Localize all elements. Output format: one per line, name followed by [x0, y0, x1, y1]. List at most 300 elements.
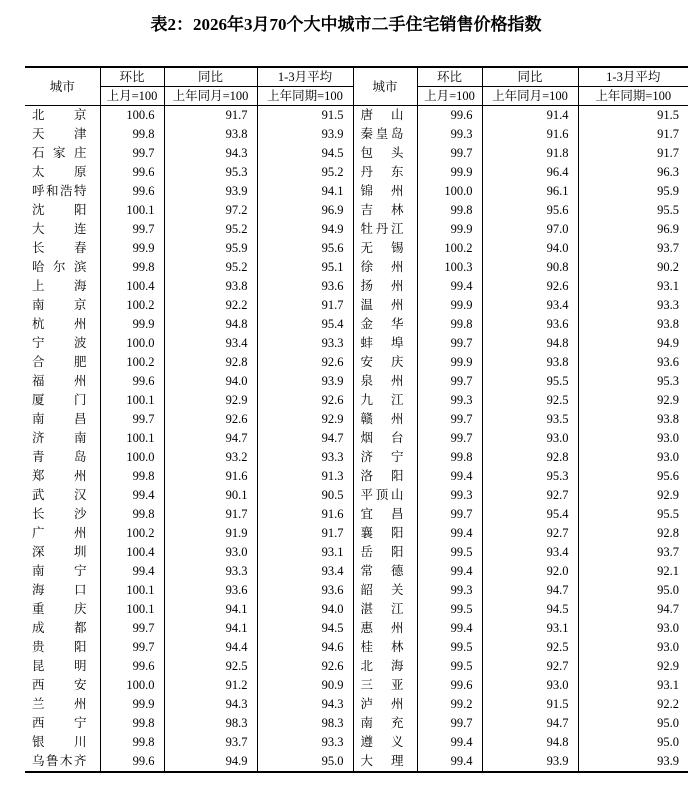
price-index-table: [25, 66, 688, 773]
value-cell: 99.3: [417, 581, 482, 600]
header-yoy-left: 同比: [164, 67, 257, 87]
value-cell: 99.8: [100, 505, 164, 524]
city-cell: 北海: [353, 657, 417, 676]
city-cell: 三亚: [353, 676, 417, 695]
value-cell: 100.4: [100, 277, 164, 296]
city-cell: 宁波: [32, 336, 87, 350]
city-cell: 长春: [32, 241, 87, 255]
value-cell: 99.6: [417, 106, 482, 126]
table-row: [25, 505, 688, 524]
table-row: [25, 220, 688, 239]
value-cell: 100.2: [100, 296, 164, 315]
value-cell: 99.3: [417, 125, 482, 144]
header-avg-base-left: 上年同期=100: [257, 87, 353, 106]
table-row: [25, 638, 688, 657]
city-cell: 银川: [32, 735, 87, 749]
value-cell: 93.9: [482, 752, 578, 772]
city-cell: 徐州: [353, 258, 417, 277]
city-cell: 上海: [32, 279, 87, 293]
value-cell: 92.9: [578, 391, 688, 410]
table-row: [25, 144, 688, 163]
value-cell: 93.8: [578, 315, 688, 334]
value-cell: 90.1: [164, 486, 257, 505]
value-cell: 92.6: [257, 353, 353, 372]
table-row: [25, 315, 688, 334]
city-cell: 安庆: [353, 353, 417, 372]
value-cell: 94.7: [482, 714, 578, 733]
value-cell: 100.0: [417, 182, 482, 201]
header-mom-left: 环比: [100, 67, 164, 87]
header-yoy-right: 同比: [482, 67, 578, 87]
value-cell: 99.6: [100, 752, 164, 772]
value-cell: 91.4: [482, 106, 578, 126]
value-cell: 99.8: [417, 201, 482, 220]
value-cell: 91.3: [257, 467, 353, 486]
value-cell: 99.6: [100, 163, 164, 182]
table-row: [25, 448, 688, 467]
value-cell: 93.7: [578, 543, 688, 562]
value-cell: 93.6: [164, 581, 257, 600]
value-cell: 91.7: [164, 505, 257, 524]
value-cell: 94.7: [257, 429, 353, 448]
table-row: [25, 258, 688, 277]
city-cell: 郑州: [32, 469, 87, 483]
value-cell: 99.5: [417, 657, 482, 676]
value-cell: 94.1: [164, 619, 257, 638]
header-row-1: [25, 67, 688, 87]
value-cell: 94.5: [257, 144, 353, 163]
city-cell: 秦皇岛: [353, 125, 417, 144]
value-cell: 95.6: [482, 201, 578, 220]
table-row: [25, 106, 688, 126]
table-row: [25, 125, 688, 144]
city-cell: 南宁: [32, 564, 87, 578]
value-cell: 98.3: [164, 714, 257, 733]
value-cell: 95.2: [164, 258, 257, 277]
value-cell: 99.5: [417, 638, 482, 657]
value-cell: 99.7: [417, 714, 482, 733]
value-cell: 99.5: [417, 600, 482, 619]
table-row: [25, 486, 688, 505]
value-cell: 95.3: [578, 372, 688, 391]
table-row: [25, 467, 688, 486]
value-cell: 91.5: [482, 695, 578, 714]
city-cell: 宜昌: [353, 505, 417, 524]
value-cell: 94.9: [164, 752, 257, 772]
value-cell: 94.8: [482, 733, 578, 752]
value-cell: 93.0: [578, 448, 688, 467]
value-cell: 92.9: [578, 486, 688, 505]
city-cell: 长沙: [32, 507, 87, 521]
value-cell: 99.7: [417, 410, 482, 429]
value-cell: 94.3: [257, 695, 353, 714]
city-cell: 成都: [32, 621, 87, 635]
table-row: [25, 524, 688, 543]
value-cell: 99.7: [417, 334, 482, 353]
value-cell: 99.6: [100, 182, 164, 201]
city-cell: 天津: [32, 127, 87, 141]
value-cell: 92.6: [482, 277, 578, 296]
value-cell: 93.6: [578, 353, 688, 372]
value-cell: 95.0: [578, 733, 688, 752]
city-cell: 青岛: [32, 450, 87, 464]
value-cell: 93.6: [482, 315, 578, 334]
value-cell: 99.8: [100, 733, 164, 752]
value-cell: 94.5: [482, 600, 578, 619]
city-cell: 无锡: [353, 239, 417, 258]
city-cell: 南京: [32, 298, 87, 312]
city-cell: 泸州: [353, 695, 417, 714]
header-yoy-base-right: 上年同月=100: [482, 87, 578, 106]
value-cell: 93.6: [257, 277, 353, 296]
city-cell: 九江: [353, 391, 417, 410]
value-cell: 92.9: [257, 410, 353, 429]
header-city-right: 城市: [353, 67, 417, 106]
city-cell: 广州: [32, 526, 87, 540]
value-cell: 94.1: [164, 600, 257, 619]
city-cell: 北京: [32, 108, 87, 122]
value-cell: 97.2: [164, 201, 257, 220]
value-cell: 94.0: [482, 239, 578, 258]
city-cell: 泉州: [353, 372, 417, 391]
value-cell: 95.6: [578, 467, 688, 486]
value-cell: 92.6: [257, 391, 353, 410]
value-cell: 92.7: [482, 657, 578, 676]
city-cell: 合肥: [32, 355, 87, 369]
value-cell: 100.2: [100, 524, 164, 543]
value-cell: 93.8: [164, 277, 257, 296]
table-row: [25, 429, 688, 448]
value-cell: 99.3: [417, 486, 482, 505]
value-cell: 97.0: [482, 220, 578, 239]
value-cell: 93.0: [164, 543, 257, 562]
header-avg-left: 1-3月平均: [257, 67, 353, 87]
value-cell: 91.8: [482, 144, 578, 163]
value-cell: 93.2: [164, 448, 257, 467]
value-cell: 91.7: [257, 296, 353, 315]
value-cell: 93.9: [578, 752, 688, 772]
city-cell: 遵义: [353, 733, 417, 752]
value-cell: 100.6: [100, 106, 164, 126]
value-cell: 93.0: [578, 619, 688, 638]
value-cell: 99.9: [417, 220, 482, 239]
value-cell: 95.5: [578, 201, 688, 220]
city-cell: 乌鲁木齐: [32, 754, 87, 768]
table-row: [25, 733, 688, 752]
city-cell: 杭州: [32, 317, 87, 331]
city-cell: 韶关: [353, 581, 417, 600]
table-row: [25, 714, 688, 733]
table-row: [25, 410, 688, 429]
header-mom-base-right: 上月=100: [417, 87, 482, 106]
value-cell: 95.4: [257, 315, 353, 334]
city-cell: 牡丹江: [353, 220, 417, 239]
value-cell: 99.7: [417, 505, 482, 524]
value-cell: 93.5: [482, 410, 578, 429]
value-cell: 99.7: [417, 372, 482, 391]
value-cell: 99.8: [100, 258, 164, 277]
table-header: [25, 67, 688, 106]
city-cell: 兰州: [32, 697, 87, 711]
value-cell: 93.3: [257, 448, 353, 467]
value-cell: 90.5: [257, 486, 353, 505]
table-row: [25, 619, 688, 638]
city-cell: 海口: [32, 583, 87, 597]
value-cell: 100.1: [100, 600, 164, 619]
value-cell: 100.4: [100, 543, 164, 562]
value-cell: 92.2: [164, 296, 257, 315]
value-cell: 99.9: [100, 239, 164, 258]
value-cell: 92.6: [164, 410, 257, 429]
value-cell: 99.4: [417, 524, 482, 543]
city-cell: 赣州: [353, 410, 417, 429]
table-body: [25, 106, 688, 773]
value-cell: 92.2: [578, 695, 688, 714]
table-row: [25, 600, 688, 619]
value-cell: 98.3: [257, 714, 353, 733]
city-cell: 桂林: [353, 638, 417, 657]
value-cell: 91.9: [164, 524, 257, 543]
value-cell: 91.6: [257, 505, 353, 524]
value-cell: 94.6: [257, 638, 353, 657]
value-cell: 93.1: [482, 619, 578, 638]
value-cell: 100.1: [100, 581, 164, 600]
city-cell: 福州: [32, 374, 87, 388]
value-cell: 100.0: [100, 676, 164, 695]
header-mom-right: 环比: [417, 67, 482, 87]
city-cell: 沈阳: [32, 203, 87, 217]
value-cell: 91.7: [578, 144, 688, 163]
value-cell: 93.8: [578, 410, 688, 429]
value-cell: 99.7: [100, 410, 164, 429]
value-cell: 99.9: [417, 353, 482, 372]
value-cell: 95.5: [482, 372, 578, 391]
city-cell: 大理: [353, 752, 417, 772]
value-cell: 95.3: [164, 163, 257, 182]
city-cell: 贵阳: [32, 640, 87, 654]
value-cell: 99.6: [100, 372, 164, 391]
value-cell: 93.4: [482, 296, 578, 315]
value-cell: 99.8: [100, 125, 164, 144]
value-cell: 93.4: [164, 334, 257, 353]
value-cell: 100.0: [100, 448, 164, 467]
value-cell: 91.7: [164, 106, 257, 126]
header-city-left: 城市: [49, 79, 75, 94]
value-cell: 100.3: [417, 258, 482, 277]
city-cell: 哈尔滨: [32, 260, 87, 274]
city-cell: 岳阳: [353, 543, 417, 562]
value-cell: 99.4: [417, 277, 482, 296]
value-cell: 94.3: [164, 695, 257, 714]
value-cell: 93.0: [578, 429, 688, 448]
city-cell: 济南: [32, 431, 87, 445]
city-cell: 太原: [32, 165, 87, 179]
value-cell: 93.8: [164, 125, 257, 144]
value-cell: 95.5: [578, 505, 688, 524]
table-row: [25, 752, 688, 772]
value-cell: 99.9: [100, 695, 164, 714]
value-cell: 94.3: [164, 144, 257, 163]
value-cell: 93.4: [257, 562, 353, 581]
city-cell: 常德: [353, 562, 417, 581]
value-cell: 95.0: [257, 752, 353, 772]
city-cell: 蚌埠: [353, 334, 417, 353]
city-cell: 昆明: [32, 659, 87, 673]
table-row: [25, 581, 688, 600]
value-cell: 90.8: [482, 258, 578, 277]
value-cell: 96.9: [578, 220, 688, 239]
value-cell: 93.1: [257, 543, 353, 562]
value-cell: 95.2: [164, 220, 257, 239]
value-cell: 94.5: [257, 619, 353, 638]
value-cell: 91.2: [164, 676, 257, 695]
value-cell: 99.6: [100, 657, 164, 676]
city-cell: 武汉: [32, 488, 87, 502]
header-avg-right: 1-3月平均: [578, 67, 688, 87]
page: [0, 13, 692, 773]
value-cell: 96.9: [257, 201, 353, 220]
value-cell: 99.4: [417, 619, 482, 638]
city-cell: 深圳: [32, 545, 87, 559]
value-cell: 100.2: [100, 353, 164, 372]
value-cell: 99.7: [100, 638, 164, 657]
city-cell: 石家庄: [32, 146, 87, 160]
value-cell: 99.2: [417, 695, 482, 714]
value-cell: 92.5: [164, 657, 257, 676]
value-cell: 94.1: [257, 182, 353, 201]
value-cell: 93.3: [257, 733, 353, 752]
value-cell: 99.7: [100, 144, 164, 163]
city-cell: 洛阳: [353, 467, 417, 486]
value-cell: 94.0: [257, 600, 353, 619]
value-cell: 91.5: [257, 106, 353, 126]
value-cell: 93.9: [164, 182, 257, 201]
value-cell: 93.6: [257, 581, 353, 600]
value-cell: 99.6: [417, 676, 482, 695]
value-cell: 94.8: [482, 334, 578, 353]
city-cell: 南昌: [32, 412, 87, 426]
header-mom-base-left: 上月=100: [100, 87, 164, 106]
table-row: [25, 201, 688, 220]
city-cell: 扬州: [353, 277, 417, 296]
city-cell: 金华: [353, 315, 417, 334]
value-cell: 94.9: [578, 334, 688, 353]
table-row: [25, 562, 688, 581]
value-cell: 99.7: [417, 144, 482, 163]
value-cell: 93.1: [578, 277, 688, 296]
city-cell: 大连: [32, 222, 87, 236]
city-cell: 吉林: [353, 201, 417, 220]
value-cell: 100.1: [100, 429, 164, 448]
value-cell: 95.9: [164, 239, 257, 258]
value-cell: 91.6: [164, 467, 257, 486]
value-cell: 96.4: [482, 163, 578, 182]
value-cell: 92.8: [482, 448, 578, 467]
city-cell: 平顶山: [353, 486, 417, 505]
value-cell: 93.3: [257, 334, 353, 353]
city-cell: 厦门: [32, 393, 87, 407]
value-cell: 99.8: [100, 714, 164, 733]
value-cell: 94.4: [164, 638, 257, 657]
table-row: [25, 277, 688, 296]
value-cell: 92.8: [164, 353, 257, 372]
value-cell: 95.0: [578, 714, 688, 733]
table-row: [25, 543, 688, 562]
table-row: [25, 657, 688, 676]
table-title: 表2：2026年3月70个大中城市二手住宅销售价格指数: [150, 15, 542, 34]
value-cell: 96.3: [578, 163, 688, 182]
city-cell: 西宁: [32, 716, 87, 730]
city-cell: 重庆: [32, 602, 87, 616]
value-cell: 99.8: [417, 448, 482, 467]
value-cell: 92.5: [482, 391, 578, 410]
value-cell: 93.7: [164, 733, 257, 752]
value-cell: 94.9: [257, 220, 353, 239]
value-cell: 90.9: [257, 676, 353, 695]
value-cell: 99.3: [417, 391, 482, 410]
city-cell: 温州: [353, 296, 417, 315]
city-cell: 湛江: [353, 600, 417, 619]
header-yoy-base-left: 上年同月=100: [164, 87, 257, 106]
table-row: [25, 182, 688, 201]
value-cell: 95.1: [257, 258, 353, 277]
value-cell: 95.6: [257, 239, 353, 258]
value-cell: 100.1: [100, 201, 164, 220]
value-cell: 92.7: [482, 486, 578, 505]
value-cell: 95.9: [578, 182, 688, 201]
value-cell: 99.4: [100, 486, 164, 505]
value-cell: 93.3: [578, 296, 688, 315]
value-cell: 94.7: [578, 600, 688, 619]
value-cell: 93.9: [257, 372, 353, 391]
table-row: [25, 334, 688, 353]
value-cell: 92.5: [482, 638, 578, 657]
value-cell: 91.7: [257, 524, 353, 543]
value-cell: 90.2: [578, 258, 688, 277]
value-cell: 94.0: [164, 372, 257, 391]
value-cell: 99.4: [100, 562, 164, 581]
value-cell: 94.7: [482, 581, 578, 600]
city-cell: 呼和浩特: [32, 184, 87, 198]
table-row: [25, 391, 688, 410]
value-cell: 99.8: [417, 315, 482, 334]
value-cell: 99.8: [100, 467, 164, 486]
value-cell: 99.4: [417, 562, 482, 581]
value-cell: 91.5: [578, 106, 688, 126]
value-cell: 92.6: [257, 657, 353, 676]
value-cell: 100.2: [417, 239, 482, 258]
value-cell: 92.7: [482, 524, 578, 543]
value-cell: 93.7: [578, 239, 688, 258]
value-cell: 93.1: [578, 676, 688, 695]
value-cell: 92.8: [578, 524, 688, 543]
value-cell: 95.2: [257, 163, 353, 182]
value-cell: 93.4: [482, 543, 578, 562]
value-cell: 94.7: [164, 429, 257, 448]
table-row: [25, 676, 688, 695]
value-cell: 99.7: [100, 619, 164, 638]
value-cell: 92.0: [482, 562, 578, 581]
table-row: [25, 695, 688, 714]
header-avg-base-right: 上年同期=100: [578, 87, 688, 106]
table-row: [25, 239, 688, 258]
value-cell: 99.9: [417, 163, 482, 182]
table-row: [25, 163, 688, 182]
value-cell: 93.0: [578, 638, 688, 657]
value-cell: 92.9: [578, 657, 688, 676]
value-cell: 99.7: [417, 429, 482, 448]
city-cell: 锦州: [353, 182, 417, 201]
